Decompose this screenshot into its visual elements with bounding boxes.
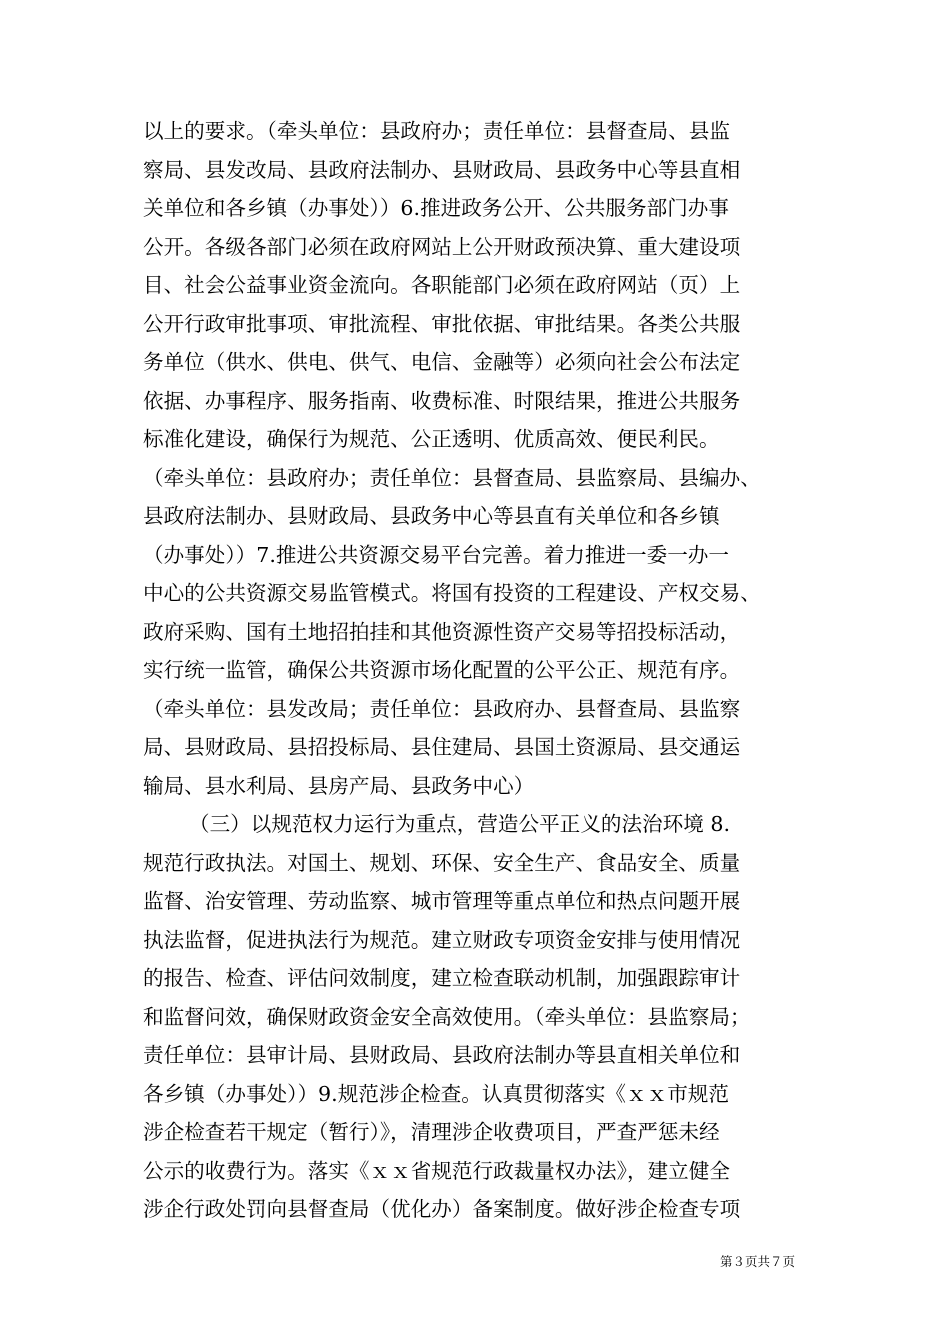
text-line: 公开。各级各部门必须在政府网站上公开财政预决算、重大建设项: [143, 234, 741, 259]
text-line: 依据、办事程序、服务指南、收费标准、时限结果，推进公共服务: [143, 388, 741, 413]
text-line: （牵头单位：县发改局；责任单位：县政府办、县督查局、县监察: [143, 696, 741, 721]
text-line: 输局、县水利局、县房产局、县政务中心）: [143, 773, 535, 798]
text-line: 目、社会公益事业资金流向。各职能部门必须在政府网站（页）上: [143, 273, 741, 297]
text-line: 关单位和各乡镇（办事处））6.推进政务公开、公共服务部门办事: [143, 196, 729, 220]
text-line: 涉企行政处罚向县督查局（优化办）备案制度。做好涉企检查专项: [143, 1197, 741, 1221]
page-number: 第３页共７页: [720, 1254, 796, 1269]
text-line: 县政府法制办、县财政局、县政务中心等县直有关单位和各乡镇: [143, 504, 720, 528]
text-line: 务单位（供水、供电、供气、电信、金融等）必须向社会公布法定: [143, 350, 741, 374]
text-line: （牵头单位：县政府办；责任单位：县督查局、县监察局、县编办、: [143, 465, 761, 490]
text-line: （办事处））7.推进公共资源交易平台完善。着力推进一委一办一: [143, 542, 729, 567]
text-line: 局、县财政局、县招投标局、县住建局、县国土资源局、县交通运: [143, 735, 741, 759]
text-line: 标准化建设，确保行为规范、公正透明、优质高效、便民利民。: [143, 427, 720, 451]
text-line: 政府采购、国有土地招拍挂和其他资源性资产交易等招投标活动，: [143, 619, 741, 644]
text-line: 规范行政执法。对国土、规划、环保、安全生产、食品安全、质量: [143, 850, 741, 875]
text-line: 公示的收费行为。落实《ｘｘ省规范行政裁量权办法》，建立健全: [143, 1158, 730, 1183]
text-line: 和监督问效，确保财政资金安全高效使用。（牵头单位：县监察局；: [143, 1004, 751, 1029]
text-line: 责任单位：县审计局、县财政局、县政府法制办等县直相关单位和: [143, 1043, 741, 1067]
text-line: 中心的公共资源交易监管模式。将国有投资的工程建设、产权交易、: [143, 581, 761, 605]
text-line: 以上的要求。（牵头单位：县政府办；责任单位：县督查局、县监: [143, 119, 730, 143]
text-line: 公开行政审批事项、审批流程、审批依据、审批结果。各类公共服: [143, 311, 741, 336]
document-body: [143, 112, 811, 1229]
section-heading-line: （三）以规范权力运行为重点，营造公平正义的法治环境 8.: [189, 812, 731, 836]
text-line: 各乡镇（办事处））9.规范涉企检查。认真贯彻落实《ｘｘ市规范: [143, 1081, 729, 1106]
text-line: 涉企检查若干规定（暂行）》，清理涉企收费项目，严查严惩未经: [143, 1120, 720, 1144]
text-line: 察局、县发改局、县政府法制办、县财政局、县政务中心等县直相: [143, 157, 741, 182]
text-line: 执法监督，促进执法行为规范。建立财政专项资金安排与使用情况: [143, 927, 741, 952]
text-line: 监督、治安管理、劳动监察、城市管理等重点单位和热点问题开展: [143, 889, 741, 913]
text-line: 实行统一监管，确保公共资源市场化配置的公平公正、规范有序。: [143, 658, 741, 682]
text-line: 的报告、检查、评估问效制度，建立检查联动机制，加强跟踪审计: [143, 966, 741, 990]
